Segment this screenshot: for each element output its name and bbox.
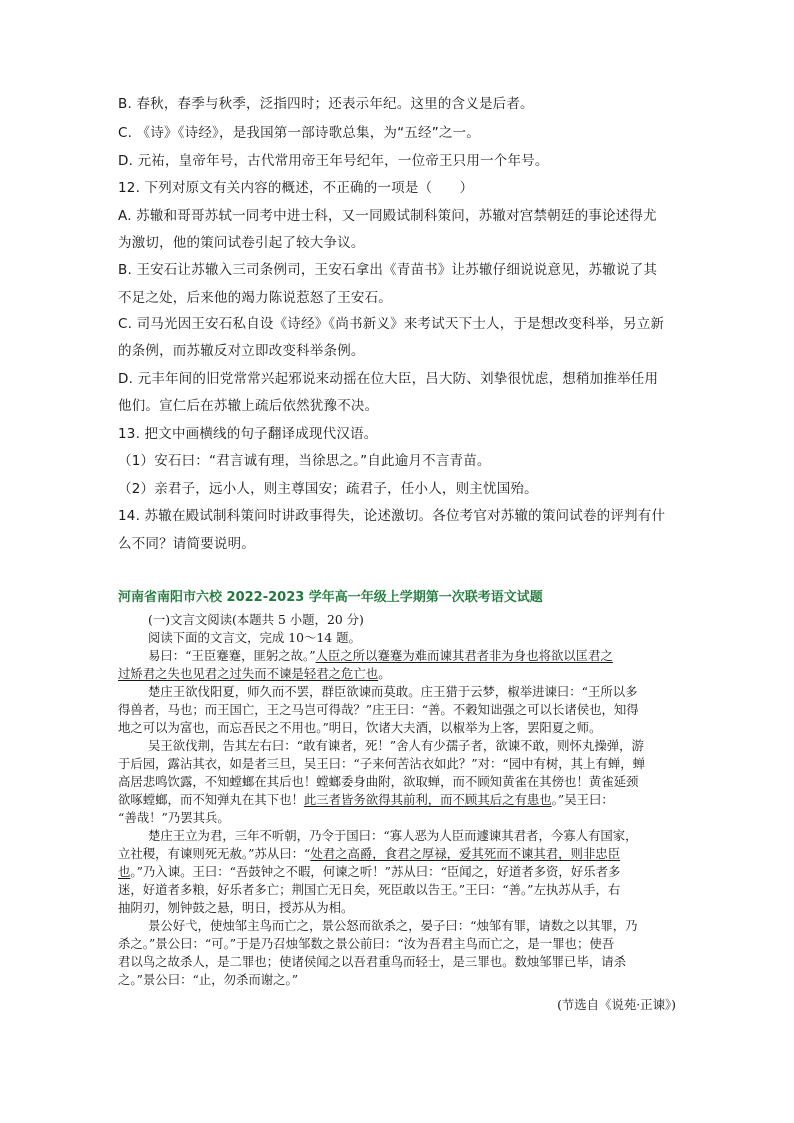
- passage-line: 楚庄王欲伐阳夏，师久而不罢，群臣欲谏而莫敢。庄王猎于云梦，椒举进谏曰：“王所以多: [148, 684, 638, 699]
- q12-option-b-line1: B. 王安石让苏辙入三司条例司，王安石拿出《青苗书》让苏辙仔细说说意见，苏辙说了其: [118, 262, 658, 278]
- q12-option-c-line2: 的条例，而苏辙反对立即改变科举条例。: [118, 343, 365, 359]
- q12-stem: 12. 下列对原文有关内容的概述，不正确的一项是（ ）: [118, 180, 474, 196]
- passage-line: 立社稷，有谏则死无赦。”苏从曰：“处君之高爵，食君之厚禄，爱其死而不谏其君，则非忠臣: [118, 846, 621, 861]
- q12-option-d-line1: D. 元丰年间的旧党常常兴起邪说来动摇在位大臣，吕大防、刘挚很忧虑，想稍加推举任用: [118, 371, 659, 387]
- q13-item-1: （1）安石曰：“君言诚有理，当徐思之。”自此逾月不言青苗。: [118, 453, 491, 469]
- q13-item-2: （2）亲君子，远小人，则主尊国安；疏君子，任小人，则主忧国殆。: [118, 481, 538, 497]
- passage-line: 地之可以为富也，而忘吾民之不用也。”明日，饮诸大夫酒，以椒举为上客，罢阳夏之师。: [118, 720, 602, 735]
- q13-stem: 13. 把文中画横线的句子翻译成现代汉语。: [118, 426, 378, 442]
- q14-stem-line2: 么不同？请简要说明。: [118, 536, 255, 552]
- passage-line: 楚庄王立为君，三年不听朝，乃令于国曰：“寡人恶为人臣而遽谏其君者，今寡人有国家，: [148, 828, 638, 843]
- q12-option-d-line2: 他们。宣仁后在苏辙上疏后依然犹豫不决。: [118, 398, 379, 414]
- passage-line: 高居悲鸣饮露，不知螳螂在其后也！螳螂委身曲附，欲取蝉，而不顾知黄雀在其傍也！黄雀延颈: [118, 774, 639, 789]
- reading-instruction: 阅读下面的文言文，完成 10～14 题。: [148, 630, 361, 645]
- passage-source: (节选自《说苑·正谏》): [557, 997, 676, 1012]
- passage-line: 欲啄螳螂，而不知弹丸在其下也！此三者皆务欲得其前利，而不顾其后之有患也。”吴王曰：: [118, 792, 614, 807]
- passage-line: 也。”乃入谏。王曰：“吾鼓钟之不暇，何谏之听！”苏从曰：“臣闻之，好道者多资，好乐者多: [118, 864, 621, 879]
- q12-option-a-line2: 为激切，他的策问试卷引起了较大争议。: [118, 235, 365, 251]
- q12-option-b-line2: 不足之处，后来他的竭力陈说惹怒了王安石。: [118, 290, 392, 306]
- underlined-sentence-2: 此三者皆务欲得其前利，而不顾其后之有患也: [303, 792, 552, 807]
- passage-line: 于后园，露沾其衣，如是者三旦，吴王曰：“子来何苦沾衣如此？”对：“园中有树，其上有蝉，蝉: [118, 756, 646, 771]
- underlined-sentence-1: 人臣之所以蹇蹇为难而谏其君者非为身也将欲以匡君之: [315, 648, 613, 663]
- passage-line: “善哉！”乃罢其兵。: [118, 810, 230, 825]
- passage-line: 抽阴刃，刎钟鼓之悬，明日，授苏从为相。: [118, 900, 354, 915]
- passage-line: 杀之。”景公曰：“可。”于是乃召烛邹数之景公前曰：“汝为吾君主鸟而亡之，是一罪也；使吾: [118, 936, 615, 951]
- passage-line: 君以鸟之故杀人，是二罪也；使诸侯闻之以吾君重鸟而轻士，是三罪也。数烛邹罪已毕，请杀: [118, 954, 627, 969]
- passage-title: 河南省南阳市六校 2022-2023 学年高一年级上学期第一次联考语文试题: [118, 590, 543, 605]
- passage-line: 景公好弋，使烛邹主鸟而亡之，景公怒而欲杀之，晏子曰：“烛邹有罪，请数之以其罪，乃: [148, 918, 638, 933]
- q12-option-c-line1: C. 司马光因王安石私自设《诗经》《尚书新义》来考试天下士人，于是想改变科举，另立新: [118, 316, 665, 332]
- section-heading: (一)文言文阅读(本题共 5 小题，20 分): [148, 612, 364, 627]
- passage-line: 迷，好道者多粮，好乐者多亡；荆国亡无日矣，死臣敢以告王。”王曰：“善。”左执苏从手，右: [118, 882, 621, 897]
- q11-option-b: B. 春秋，春季与秋季，泛指四时；还表示年纪。这里的含义是后者。: [118, 96, 534, 112]
- q14-stem-line1: 14. 苏辙在殿试制科策问时讲政事得失，论述激切。各位考官对苏辙的策问试卷的评判有什: [118, 508, 666, 524]
- passage-line: 易曰：“王臣蹇蹇，匪躬之故。”人臣之所以蹇蹇为难而谏其君者非为身也将欲以匡君之: [148, 648, 613, 663]
- passage-line: 之。”景公曰：“止，勿杀而谢之。”: [118, 972, 299, 987]
- passage-line: 得兽者，马也；而王国亡，王之马岂可得哉？”庄王曰：“善。不穀知诎强之可以长诸侯也，知得: [118, 702, 639, 717]
- passage-line: 过矫君之失也见君之过失而不谏是轻君之危亡也。: [118, 666, 391, 681]
- underlined-sentence-3: 处君之高爵，食君之厚禄，爱其死而不谏其君，则非忠臣: [310, 846, 621, 861]
- q12-option-a-line1: A. 苏辙和哥哥苏轼一同考中进士科，又一同殿试制科策问，苏辙对宫禁朝廷的事论述得尤: [118, 208, 657, 224]
- passage-line: 吴王欲伐荆，告其左右曰：“敢有谏者，死！”舍人有少孺子者，欲谏不敢，则怀丸操弹，游: [148, 738, 644, 753]
- q11-option-d: D. 元祐，皇帝年号，古代常用帝王年号纪年，一位帝王只用一个年号。: [118, 153, 549, 169]
- underlined-sentence-3: 也: [118, 864, 131, 879]
- q11-option-c: C. 《诗》《诗经》，是我国第一部诗歌总集，为“五经”之一。: [118, 125, 480, 141]
- underlined-sentence-1: 过矫君之失也见君之过失而不谏是轻君之危亡也: [118, 666, 379, 681]
